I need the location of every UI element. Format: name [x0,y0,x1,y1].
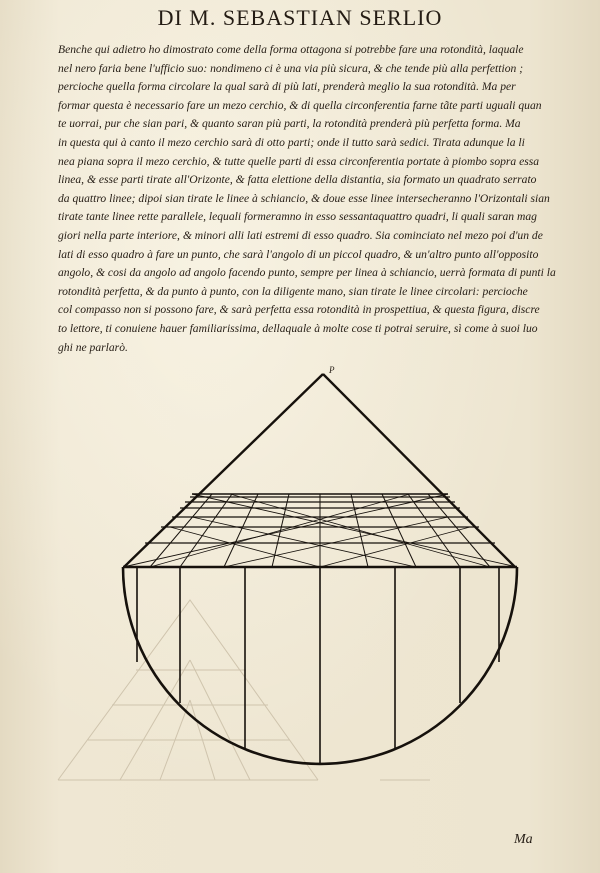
text-line: nea piana sopra il mezo cerchio, & tutte quelle parti di essa circonferentia portate à piombo sopra essa [58,154,540,168]
circle-verticals [137,567,499,764]
text-line: Benche qui adietro ho dimostrato come della forma ottagona si potrebbe fare una rotondità, laquale [58,43,524,56]
text-line: to lettore, ti conuiene hauer familiarissima, dellaquale à molte cose ti potrai seruire, sì come à suoi luo [58,321,538,335]
catchword: Ma [514,832,533,847]
perspective-circle-figure [0,360,600,800]
text-line: linea, & esse parti tirate all'Orizonte, & fatta elettione della distantia, sia formato un quadrato serrato [58,173,537,187]
text-line: angolo, & cosi da angolo ad angolo facendo punto, sempre per linea à schiancio, uerrà formata di punti la [58,266,556,280]
foreshortened-grid [123,494,517,567]
show-through-figure [58,600,430,780]
point-of-sight-label: P [329,365,335,375]
text-line: ghi ne parlarò. [58,340,128,354]
body-paragraph [58,41,578,357]
text-line: formar questa è necessario fare un mezo cerchio, & di quella circonferentia farne tãte parti uguali quan [58,98,542,112]
text-line: lati di esso quadro à fare un punto, che sarà l'angolo di un piccol quadro, & un'altro punto all'opposito [58,247,539,261]
text-line: tirate tante linee rette parallele, lequali formeramno in esso sessantaquattro quadri, li quali saran mag [58,210,537,224]
left-sight-line [124,374,323,567]
right-sight-line [323,374,515,567]
text-line: da quattro linee; dipoi sian tirate le linee à schiancio, & doue esse linee intersecheranno l'Orizontali sian [58,191,550,205]
text-line: nel nero faria bene l'ufficio suo: nondimeno ci è una via più sicura, & che tende più alla perfettion ; [58,61,524,75]
page-header: DI M. SEBASTIAN SERLIO [157,5,443,30]
text-line: rotondità perfetta, & da punto à punto, con la diligente mano, sian tirate le linee circolari: percioche [58,284,528,298]
text-line: giori nella parte interiore, & minori alli lati estremi di esso quadro. Sia cominciato nel mezo poi d'un de [58,228,543,242]
text-line: te uorrai, pur che sian pari, & quanto saran più parti, la rotondità prenderà più perfetta forma. Ma [58,117,521,131]
text-line: in questa qui à canto il mezo cerchio sarà di otto parti; onde il tutto sarà sedici. Tirata adunque la li [58,135,525,149]
text-line: col compasso non si possono fare, & sarà perfetta essa rotondità in prospettiua, & questa figura, discre [58,303,540,317]
text-line: percioche quella forma circolare la qual sarà di più lati, prenderà meglio la sua rotondità. Ma per [58,80,516,94]
